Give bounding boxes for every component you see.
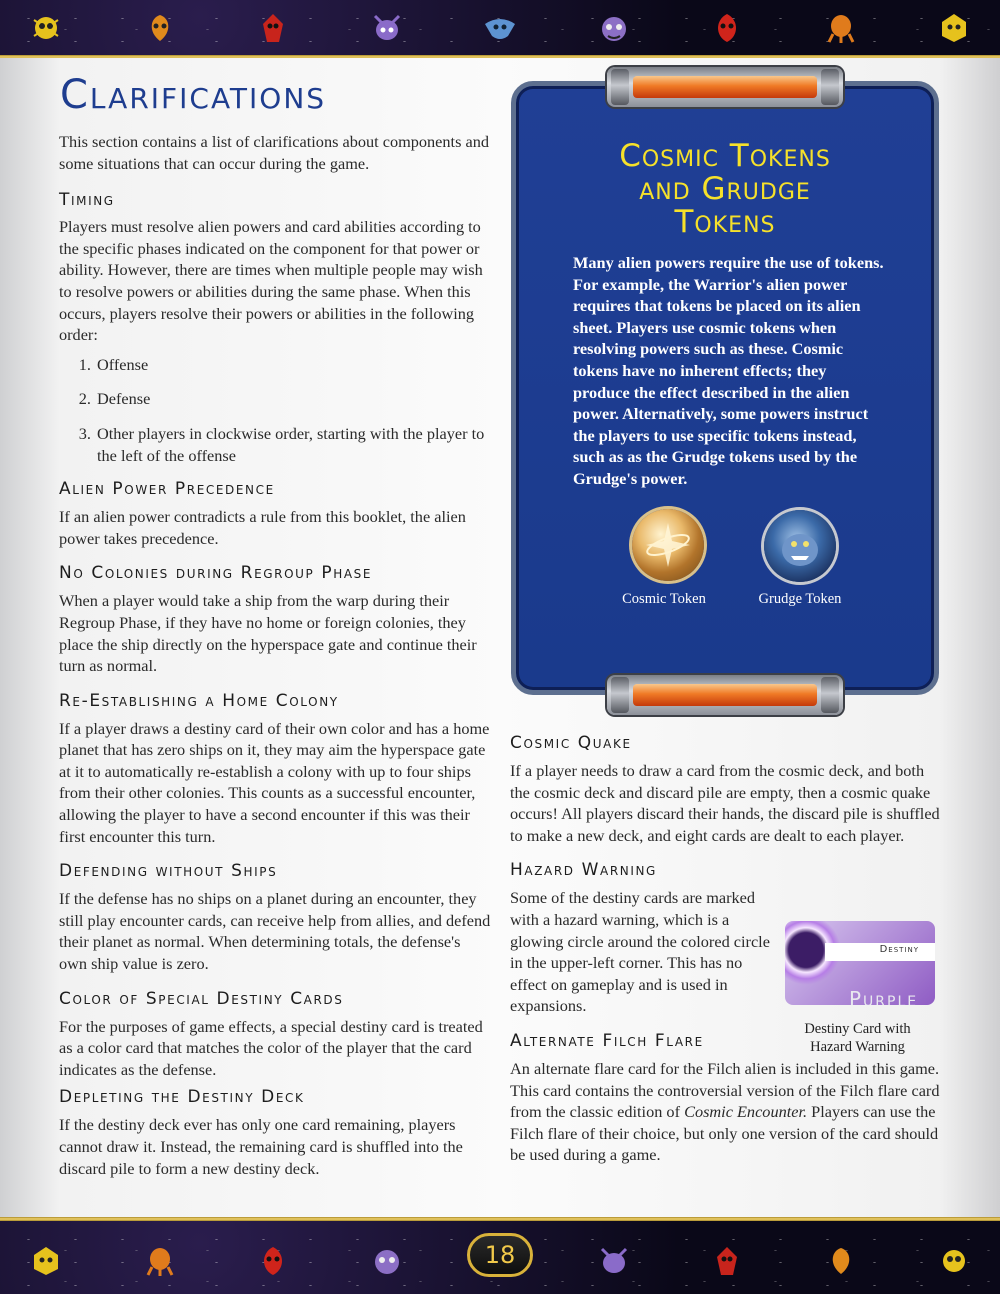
hazard-warning-text: Some of the destiny cards are marked with a hazard warning, which is a glowing circle around the colored circle in the upper-left corner. This has no effect on gameplay and is used in expansions. bbox=[510, 888, 770, 1016]
timing-order-list bbox=[59, 354, 491, 466]
sidebar-text: Many alien powers require the use of tokens. For example, the Warrior's alien power requires that tokens be placed on its alien sheet. Players use cosmic tokens when resolving powers such as these. Cosmic tokens have no inherent effects; they produce the effect described in the alien power. Alternatively, some powers instruct the players to use specific tokens instead, such as as the Grudge tokens used by the Grudge's power. bbox=[573, 253, 884, 488]
cosmic-quake-text: If a player needs to draw a card from the cosmic deck, and both the cosmic deck and discard pile are empty, then a cosmic quake occurs! All players discard their hands, the discard pile is shuffled to make a new deck, and eight cards are dealt to each player. bbox=[510, 761, 940, 845]
color-special-text: For the purposes of game effects, a special destiny card is treated as a color card that matches the color of the player that the card indicates as the defense. bbox=[59, 1016, 483, 1079]
card-color-text: Purple bbox=[849, 987, 919, 1005]
alien-icon bbox=[369, 1243, 405, 1279]
sidebar-title-line: Cosmic Tokens bbox=[619, 138, 831, 174]
alien-icon bbox=[936, 10, 972, 46]
heading-depleting: Depleting the Destiny Deck bbox=[59, 1087, 305, 1108]
alien-icon bbox=[142, 1243, 178, 1279]
heading-alien-power-precedence: Alien Power Precedence bbox=[59, 479, 275, 500]
heading-hazard-warning: Hazard Warning bbox=[510, 860, 657, 881]
list-item: 1. Offense bbox=[95, 354, 491, 376]
heading-defending: Defending without Ships bbox=[59, 861, 278, 882]
alien-icon bbox=[482, 10, 518, 46]
alien-icon bbox=[823, 1243, 859, 1279]
caption-line: Destiny Card with bbox=[804, 1021, 911, 1037]
grudge-token-label: Grudge Token bbox=[758, 591, 842, 607]
alien-icon bbox=[596, 10, 632, 46]
alien-icon bbox=[709, 10, 745, 46]
left-column bbox=[59, 131, 491, 1179]
depleting-text: If the destiny deck ever has only one card remaining, players cannot draw it. Instead, the remaining card is shuffled into the discard pile to form a new destiny deck. bbox=[59, 1115, 463, 1178]
caption-line: Hazard Warning bbox=[810, 1039, 905, 1055]
alien-icon bbox=[369, 10, 405, 46]
list-item: 3. Other players in clockwise order, starting with the player to the left of the offense bbox=[95, 423, 491, 466]
list-item: 2. Defense bbox=[95, 388, 491, 410]
heading-alternate-filch: Alternate Filch Flare bbox=[510, 1030, 704, 1051]
no-colonies-text: When a player would take a ship from the warp during their Regroup Phase, if they have no home or foreign colonies, they place the ship directly on the hyperspace gate and continue their turn as normal. bbox=[59, 591, 477, 676]
page-title: Clarifications bbox=[60, 72, 327, 118]
alien-icon bbox=[823, 10, 859, 46]
destiny-card-image bbox=[785, 921, 935, 1005]
alien-icon bbox=[28, 10, 64, 46]
card-caption bbox=[785, 1020, 930, 1056]
grudge-token-image bbox=[764, 510, 836, 582]
alien-icon bbox=[255, 1243, 291, 1279]
sidebar-title bbox=[514, 140, 936, 239]
defending-text: If the defense has no ships on a planet during an encounter, they still play encounter cards, can receive help from allies, and defend their planet as normal. When determining totals, the defense's own ship value is zero. bbox=[59, 889, 491, 974]
sidebar-title-line: Tokens bbox=[674, 204, 776, 240]
top-alien-icon-row bbox=[0, 10, 1000, 46]
page-number-badge: 18 bbox=[467, 1233, 533, 1277]
alien-icon bbox=[28, 1243, 64, 1279]
alien-icon bbox=[142, 10, 178, 46]
re-establishing-text: If a player draws a destiny card of their own color and has a home planet that has zero ships on it, they may aim the hyperspace gate at it to automatically re-establish a colony with up to four ships from their other colonies. This counts as a successful encounter, allowing the player to have a second encounter if this was their first encounter this turn. bbox=[59, 718, 490, 846]
filch-text-part: An alternate flare card for the Filch alien is included in this game. This card contains the controversial version of the Filch flare card from the classic edition of bbox=[510, 1058, 940, 1122]
tube-decoration-bottom bbox=[607, 675, 843, 715]
alien-icon bbox=[936, 1243, 972, 1279]
top-space-band bbox=[0, 0, 1000, 55]
sidebar-title-line: and Grudge bbox=[639, 171, 811, 207]
card-header: Destiny bbox=[879, 944, 919, 955]
timing-text: Players must resolve alien powers and card abilities according to the specific phases indicated on the component for that power or ability. However, there are times when multiple people may wish to resolve powers or abilities during the same phase. When this occurs, players resolve their powers or abilities in the following order: bbox=[59, 217, 483, 345]
intro-text: This section contains a list of clarifications about components and some situations that can occur during the game. bbox=[59, 132, 489, 173]
heading-no-colonies: No Colonies during Regroup Phase bbox=[59, 563, 373, 584]
alien-power-text: If an alien power contradicts a rule from this booklet, the alien power takes precedence. bbox=[59, 507, 466, 548]
alien-icon bbox=[709, 1243, 745, 1279]
heading-re-establishing: Re-Establishing a Home Colony bbox=[59, 690, 339, 711]
heading-color-special: Color of Special Destiny Cards bbox=[59, 988, 344, 1009]
filch-text-title: Cosmic Encounter. bbox=[684, 1102, 808, 1122]
tube-decoration-top bbox=[607, 67, 843, 107]
cosmic-token-label: Cosmic Token bbox=[622, 591, 706, 607]
heading-cosmic-quake: Cosmic Quake bbox=[510, 733, 632, 753]
filch-text-part: Players can use the Filch flare of their choice, but only one version of the card should be used during a game. bbox=[510, 1102, 939, 1165]
filch-text bbox=[510, 1058, 940, 1166]
heading-timing: Timing bbox=[59, 190, 115, 211]
cosmic-token-image bbox=[632, 509, 704, 581]
alien-icon bbox=[255, 10, 291, 46]
alien-icon bbox=[596, 1243, 632, 1279]
